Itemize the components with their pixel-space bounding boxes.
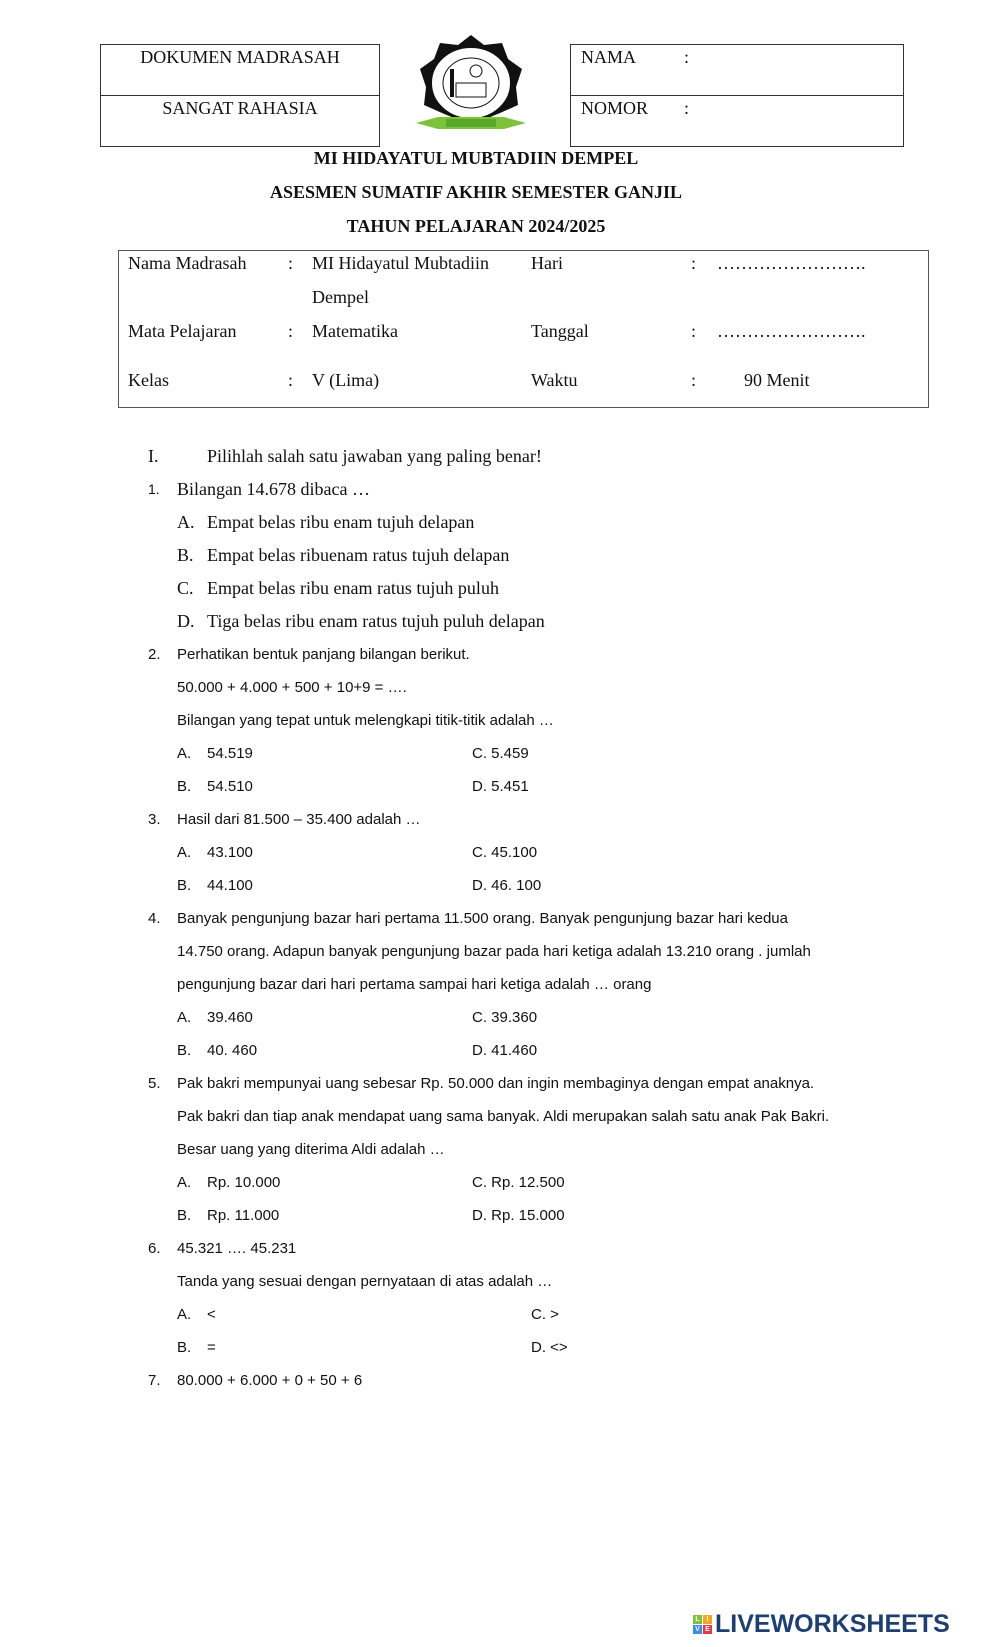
colon: :	[288, 253, 294, 273]
colon: :	[691, 370, 697, 390]
q4-option-c[interactable]: C. 39.360	[472, 1009, 538, 1026]
q3-option-a[interactable]: 43.100	[207, 844, 253, 861]
q6-option-d[interactable]: D. <>	[531, 1339, 568, 1356]
question-7	[0, 1364, 1000, 1397]
question-number: 3.	[148, 811, 161, 828]
q2-option-b-letter[interactable]: B.	[177, 778, 192, 795]
options-row	[0, 1166, 1000, 1199]
nama-madrasah-value-cont: Dempel	[312, 287, 369, 307]
tanggal-label: Tanggal	[531, 321, 589, 341]
question-4	[0, 902, 1000, 935]
q4-option-a[interactable]: 39.460	[207, 1009, 253, 1026]
question-text: Tanda yang sesuai dengan pernyataan di atas adalah …	[177, 1273, 553, 1290]
option-letter: B.	[177, 545, 194, 565]
tanggal-value[interactable]: …………………….	[717, 321, 866, 341]
question-number: 1.	[148, 481, 160, 497]
block-v: V	[693, 1625, 702, 1634]
mata-pelajaran-value: Matematika	[312, 321, 398, 341]
question-number: 4.	[148, 910, 161, 927]
nama-field[interactable]	[571, 45, 903, 95]
colon: :	[288, 321, 294, 341]
q5-option-b-letter[interactable]: B.	[177, 1207, 192, 1224]
q4-option-d[interactable]: D. 41.460	[472, 1042, 538, 1059]
question-1	[0, 473, 1000, 506]
question-text-line	[0, 704, 1000, 737]
block-l: L	[693, 1615, 702, 1624]
academic-year-title: TAHUN PELAJARAN 2024/2025	[346, 216, 606, 236]
question-6	[0, 1232, 1000, 1265]
q4-option-b[interactable]: 40. 460	[207, 1042, 258, 1059]
block-i: I	[703, 1615, 712, 1624]
nomor-label: NOMOR	[581, 98, 649, 118]
question-text: 45.321 …. 45.231	[177, 1240, 297, 1257]
q2-option-a[interactable]: 54.519	[207, 745, 253, 762]
nama-madrasah-value: MI Hidayatul Mubtadiin	[312, 253, 489, 273]
liveworksheets-text: LIVEWORKSHEETS	[715, 1610, 950, 1638]
nama-madrasah-label: Nama Madrasah	[128, 253, 247, 273]
options-row	[0, 737, 1000, 770]
live-blocks-icon	[693, 1615, 712, 1634]
hari-value[interactable]: …………………….	[717, 253, 866, 273]
option-text: Empat belas ribu enam ratus tujuh puluh	[207, 578, 499, 598]
option-letter: A.	[177, 512, 195, 532]
student-identity-box	[570, 44, 904, 147]
question-text: pengunjung bazar dari hari pertama sampai hari ketiga adalah … orang	[177, 976, 652, 993]
question-text-line	[0, 968, 1000, 1001]
option-letter: C.	[177, 578, 194, 598]
option-text: Empat belas ribu enam tujuh delapan	[207, 512, 475, 532]
section-heading	[0, 440, 1000, 473]
exam-info-table	[118, 250, 929, 408]
dokumen-madrasah-label: DOKUMEN MADRASAH	[140, 47, 340, 67]
q3-option-a-letter[interactable]: A.	[177, 844, 192, 861]
colon: :	[684, 98, 690, 118]
colon: :	[691, 321, 697, 341]
q2-option-a-letter[interactable]: A.	[177, 745, 192, 762]
q3-option-b[interactable]: 44.100	[207, 877, 253, 894]
q1-option-d[interactable]	[0, 605, 1000, 638]
q1-option-a[interactable]	[0, 506, 1000, 539]
q6-option-a[interactable]: <	[207, 1306, 216, 1323]
q2-option-c[interactable]: C. 5.459	[472, 745, 529, 762]
question-text: Pak bakri mempunyai uang sebesar Rp. 50.000 dan ingin membaginya dengan empat anaknya.	[177, 1075, 815, 1092]
q6-option-b-letter[interactable]: B.	[177, 1339, 192, 1356]
option-text: Empat belas ribuenam ratus tujuh delapan	[207, 545, 510, 565]
question-3	[0, 803, 1000, 836]
question-text: 80.000 + 6.000 + 0 + 50 + 6	[177, 1372, 363, 1389]
question-number: 2.	[148, 646, 161, 663]
options-row	[0, 1199, 1000, 1232]
q5-option-c[interactable]: C. Rp. 12.500	[472, 1174, 565, 1191]
kelas-value: V (Lima)	[312, 370, 380, 390]
school-logo	[410, 33, 532, 137]
q5-option-d[interactable]: D. Rp. 15.000	[472, 1207, 565, 1224]
options-row	[0, 836, 1000, 869]
block-e: E	[703, 1625, 712, 1634]
question-text: Bilangan 14.678 dibaca …	[177, 479, 370, 499]
colon: :	[684, 47, 690, 67]
options-row	[0, 1298, 1000, 1331]
waktu-label: Waktu	[531, 370, 578, 390]
options-row	[0, 1034, 1000, 1067]
q6-option-a-letter[interactable]: A.	[177, 1306, 192, 1323]
question-text-line	[0, 1265, 1000, 1298]
question-text: Perhatikan bentuk panjang bilangan berikut.	[177, 646, 470, 663]
kelas-label: Kelas	[128, 370, 169, 390]
waktu-value: 90 Menit	[744, 370, 810, 390]
q6-option-c[interactable]: C. >	[531, 1306, 559, 1323]
colon: :	[288, 370, 294, 390]
question-text-line	[0, 1100, 1000, 1133]
question-text: Pak bakri dan tiap anak mendapat uang sama banyak. Aldi merupakan salah satu anak Pak Bakri.	[177, 1108, 830, 1125]
exam-title: ASESMEN SUMATIF AKHIR SEMESTER GANJIL	[269, 182, 683, 202]
q3-option-d[interactable]: D. 46. 100	[472, 877, 542, 894]
question-text: Besar uang yang diterima Aldi adalah …	[177, 1141, 445, 1158]
question-text-line	[0, 671, 1000, 704]
school-name-title: MI HIDAYATUL MUBTADIIN DEMPEL	[313, 148, 639, 168]
options-row	[0, 1331, 1000, 1364]
sangat-rahasia-label: SANGAT RAHASIA	[101, 95, 379, 145]
section-instruction: Pilihlah salah satu jawaban yang paling benar!	[207, 446, 542, 466]
q2-option-b[interactable]: 54.510	[207, 778, 253, 795]
liveworksheets-watermark	[693, 1610, 950, 1639]
question-text: Hasil dari 81.500 – 35.400 adalah …	[177, 811, 421, 828]
question-5	[0, 1067, 1000, 1100]
options-row	[0, 1001, 1000, 1034]
question-number: 7.	[148, 1372, 161, 1389]
mata-pelajaran-label: Mata Pelajaran	[128, 321, 237, 341]
question-2	[0, 638, 1000, 671]
nomor-field[interactable]	[571, 95, 903, 145]
questions	[0, 440, 1000, 1397]
q1-option-b[interactable]	[0, 539, 1000, 572]
option-letter: D.	[177, 611, 195, 631]
options-row	[0, 770, 1000, 803]
question-text: 14.750 orang. Adapun banyak pengunjung bazar pada hari ketiga adalah 13.210 orang . jumlah	[177, 943, 811, 960]
options-row	[0, 869, 1000, 902]
question-text-line	[0, 1133, 1000, 1166]
q5-option-b[interactable]: Rp. 11.000	[207, 1207, 280, 1224]
q4-option-b-letter[interactable]: B.	[177, 1042, 192, 1059]
question-text-line	[0, 935, 1000, 968]
hari-label: Hari	[531, 253, 563, 273]
q5-option-a-letter[interactable]: A.	[177, 1174, 192, 1191]
q2-option-d[interactable]: D. 5.451	[472, 778, 529, 795]
question-text: Bilangan yang tepat untuk melengkapi titik-titik adalah …	[177, 712, 554, 729]
q1-option-c[interactable]	[0, 572, 1000, 605]
q5-option-a[interactable]: Rp. 10.000	[207, 1174, 281, 1191]
question-number: 5.	[148, 1075, 161, 1092]
question-text: Banyak pengunjung bazar hari pertama 11.500 orang. Banyak pengunjung bazar hari kedua	[177, 910, 788, 927]
nama-label: NAMA	[581, 47, 637, 67]
document-classification-box	[100, 44, 380, 147]
option-text: Tiga belas ribu enam ratus tujuh puluh delapan	[207, 611, 545, 631]
q6-option-b[interactable]: =	[207, 1339, 216, 1356]
q4-option-a-letter[interactable]: A.	[177, 1009, 192, 1026]
colon: :	[691, 253, 697, 273]
q3-option-b-letter[interactable]: B.	[177, 877, 192, 894]
section-number: I.	[148, 446, 159, 466]
q3-option-c[interactable]: C. 45.100	[472, 844, 538, 861]
question-text: 50.000 + 4.000 + 500 + 10+9 = ….	[177, 679, 407, 696]
question-number: 6.	[148, 1240, 161, 1257]
